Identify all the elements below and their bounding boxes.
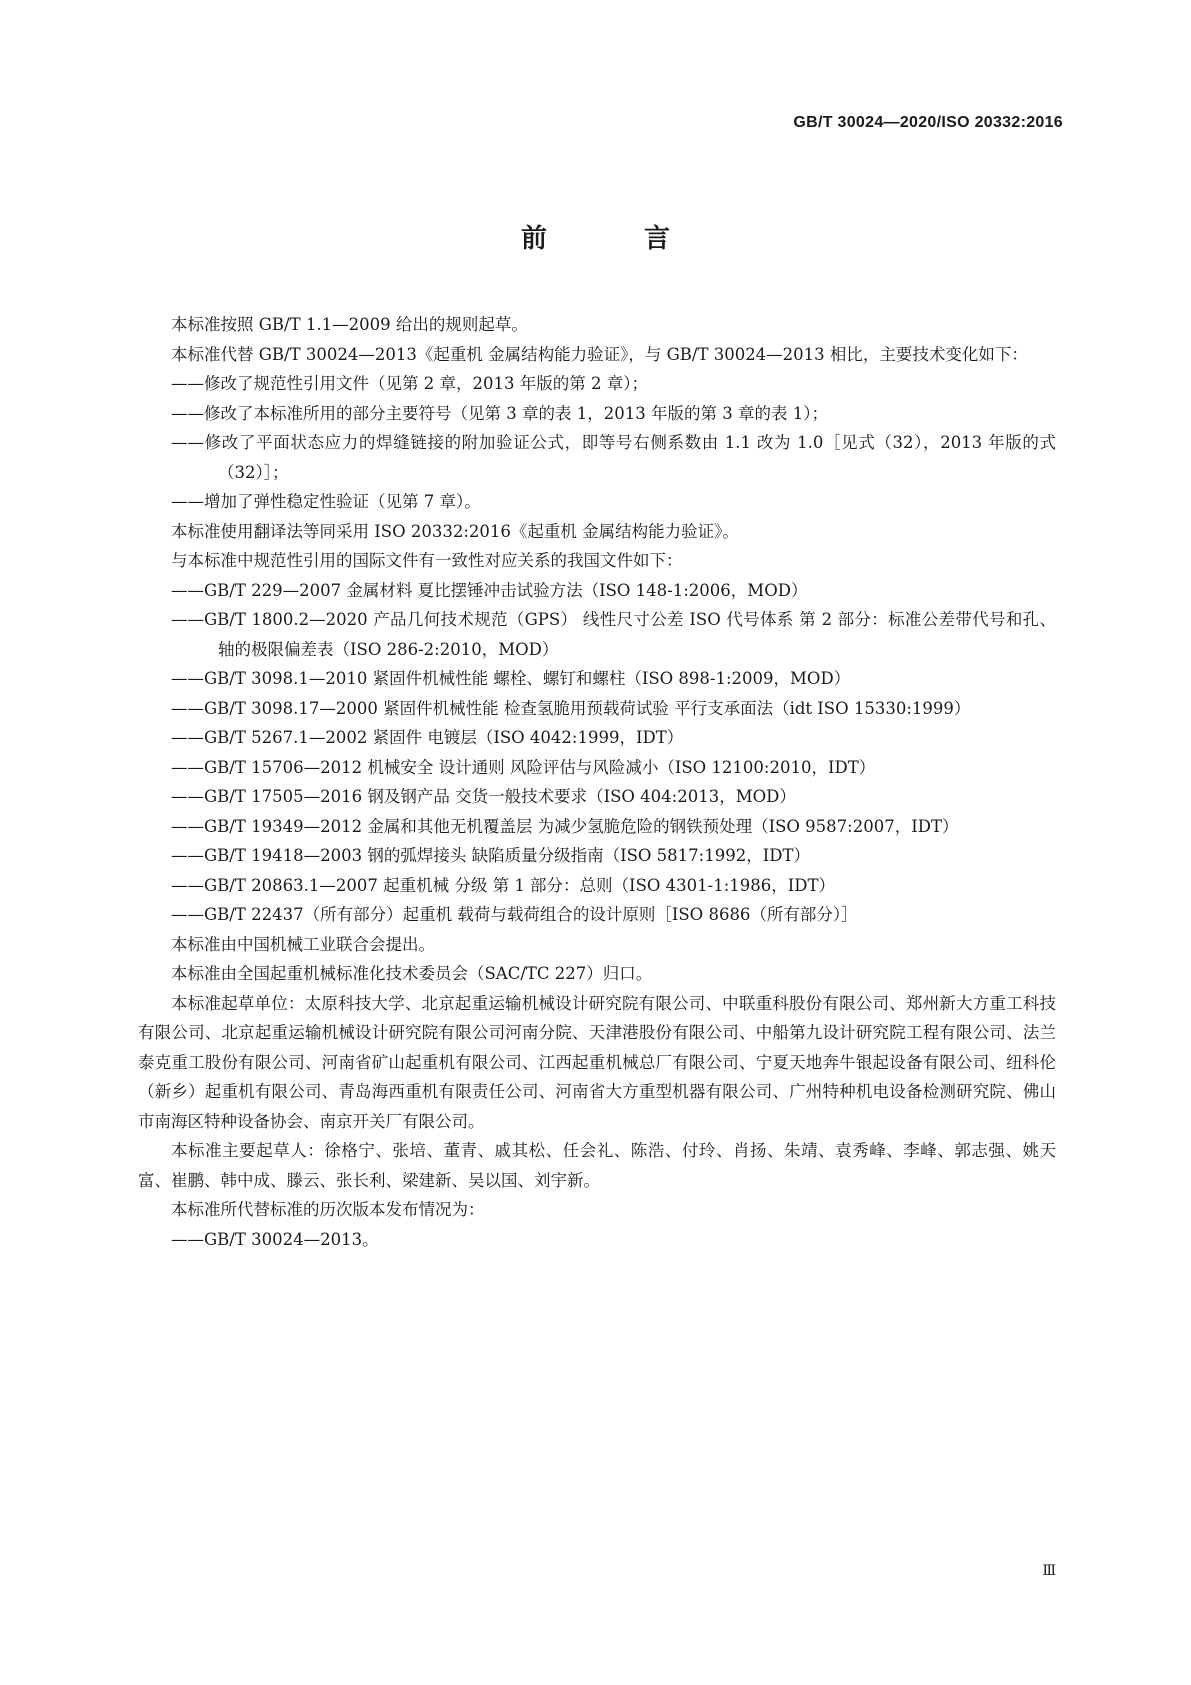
list-item: ——修改了平面状态应力的焊缝链接的附加验证公式，即等号右侧系数由 1.1 改为 1.0［见式（32），2013 年版的式（32）］； bbox=[171, 433, 1056, 482]
paragraph-previous-editions: 本标准所代替标准的历次版本发布情况为： bbox=[171, 1200, 485, 1219]
list-item: ——增加了弹性稳定性验证（见第 7 章）。 bbox=[171, 492, 481, 511]
paragraph-proposed-by: 本标准由中国机械工业联合会提出。 bbox=[171, 934, 435, 954]
list-item: ——GB/T 229—2007 金属材料 夏比摆锤冲击试验方法（ISO 148-1:2006，MOD） bbox=[171, 580, 808, 600]
list-item: ——GB/T 19349—2012 金属和其他无机覆盖层 为减少氢脆危险的钢铁预处理（ISO 9587:2007，IDT） bbox=[171, 816, 959, 836]
paragraph-adoption: 本标准使用翻译法等同采用 ISO 20332:2016《起重机 金属结构能力验证》。 bbox=[171, 521, 739, 541]
list-item: ——GB/T 15706—2012 机械安全 设计通则 风险评估与风险减小（ISO 12100:2010，IDT） bbox=[171, 757, 876, 777]
list-item: ——GB/T 17505—2016 钢及钢产品 交货一般技术要求（ISO 404:2013，MOD） bbox=[171, 787, 796, 806]
list-item: ——GB/T 22437（所有部分）起重机 载荷与载荷组合的设计原则［ISO 8686（所有部分）］ bbox=[171, 905, 858, 924]
paragraph-drafting-rules: 本标准按照 GB/T 1.1—2009 给出的规则起草。 bbox=[171, 315, 528, 334]
list-item: ——GB/T 5267.1—2002 紧固件 电镀层（ISO 4042:1999，IDT） bbox=[171, 728, 684, 747]
foreword-body bbox=[138, 310, 1056, 1254]
paragraph-centralized-by: 本标准由全国起重机械标准化技术委员会（SAC/TC 227）归口。 bbox=[171, 964, 653, 983]
standard-code-header: GB/T 30024—2020/ISO 20332:2016 bbox=[793, 114, 1063, 131]
list-item: ——修改了规范性引用文件（见第 2 章，2013 年版的第 2 章）； bbox=[171, 374, 648, 393]
list-item: ——GB/T 19418—2003 钢的弧焊接头 缺陷质量分级指南（ISO 5817:1992，IDT） bbox=[171, 846, 810, 865]
list-item: ——GB/T 3098.17—2000 紧固件机械性能 检查氢脆用预载荷试验 平行支承面法（idt ISO 15330:1999） bbox=[171, 698, 971, 718]
list-item: ——GB/T 3098.1—2010 紧固件机械性能 螺栓、螺钉和螺柱（ISO 898-1:2009，MOD） bbox=[171, 669, 851, 688]
list-item: ——修改了本标准所用的部分主要符号（见第 3 章的表 1，2013 年版的第 3 章的表 1）； bbox=[171, 403, 828, 423]
list-item: ——GB/T 1800.2—2020 产品几何技术规范（GPS） 线性尺寸公差 ISO 代号体系 第 2 部分：标准公差带代号和孔、轴的极限偏差表（ISO 286-2:2010，MOD） bbox=[171, 610, 1056, 659]
list-item: ——GB/T 20863.1—2007 起重机械 分级 第 1 部分：总则（ISO 4301-1:1986，IDT） bbox=[171, 875, 836, 895]
paragraph-replacement: 本标准代替 GB/T 30024—2013《起重机 金属结构能力验证》，与 GB/T 30024—2013 相比，主要技术变化如下： bbox=[171, 344, 1028, 364]
paragraph-drafters: 本标准主要起草人：徐格宁、张培、董青、戚其松、任会礼、陈浩、付玲、肖扬、朱靖、袁秀峰、李峰、郭志强、姚天富、崔鹏、韩中成、滕云、张长利、梁建新、吴以国、刘宇新。 bbox=[138, 1141, 1056, 1190]
page-number: Ⅲ bbox=[1042, 1563, 1056, 1579]
page-title: 前 言 bbox=[520, 224, 715, 254]
paragraph-corresponding-docs: 与本标准中规范性引用的国际文件有一致性对应关系的我国文件如下： bbox=[171, 551, 683, 570]
list-item: ——GB/T 30024—2013。 bbox=[171, 1229, 379, 1249]
paragraph-drafting-units: 本标准起草单位：太原科技大学、北京起重运输机械设计研究院有限公司、中联重科股份有限公司、郑州新大方重工科技有限公司、北京起重运输机械设计研究院有限公司河南分院、天津港股份有限公司、中船第九设计研究院工程有限公司、法兰泰克重工股份有限公司、河南省矿山起重机有限公司、江西起重机械总厂有限公司、宁夏天地奔牛银起设备有限公司、纽科伦（新乡）起重机有限公司、青岛海西重机有限责任公司、河南省大方重型机器有限公司、广州特种机电设备检测研究院、佛山市南海区特种设备协会、南京开关厂有限公司。 bbox=[138, 993, 1056, 1131]
